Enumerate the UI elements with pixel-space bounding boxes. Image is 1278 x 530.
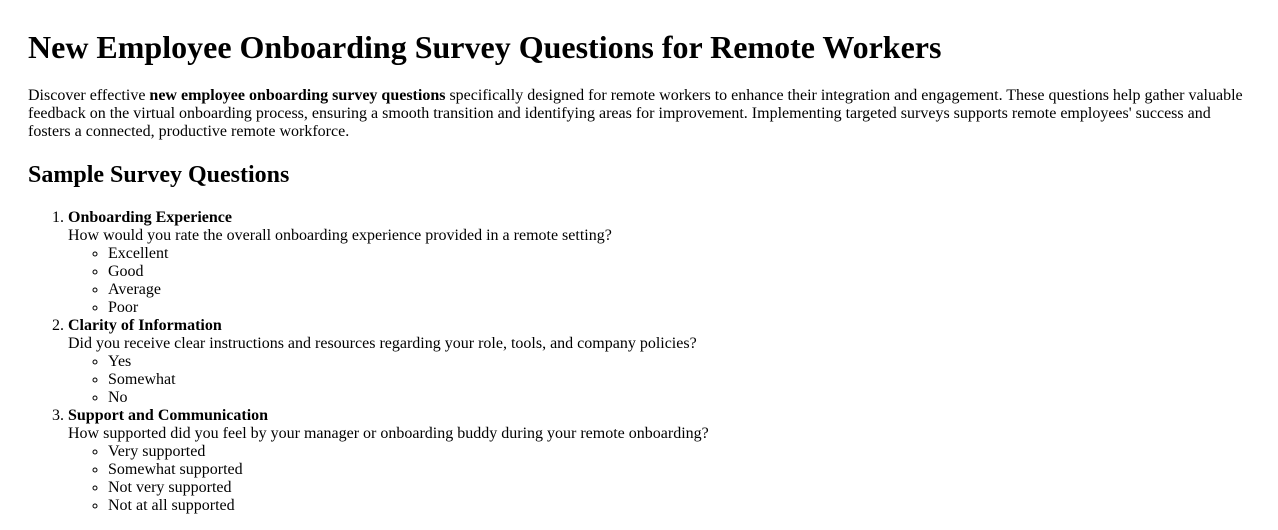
intro-paragraph [28, 87, 1250, 141]
intro-text-after: specifically designed for remote workers to enhance their integration and engagement. These questions help gather valuable feedback on the virtual onboarding process, ensuring a smooth transition and identifying areas for improvement. Implementing targeted surveys supports remote employees' success and fosters a connected, productive remote workforce. [28, 87, 1243, 140]
question-text: How supported did you feel by your manager or onboarding buddy during your remote onboarding? [68, 425, 709, 442]
option-item: ◦ Very supported [108, 443, 1250, 461]
option-list [68, 353, 1250, 407]
option-item: ◦ No [108, 389, 1250, 407]
question-item [68, 209, 1250, 317]
option-item: ◦ Excellent [108, 245, 1250, 263]
page [0, 29, 1278, 515]
question-title: 1. Onboarding Experience [68, 209, 233, 226]
question-text: How would you rate the overall onboarding experience provided in a remote setting? [68, 227, 612, 244]
option-list [68, 443, 1250, 515]
question-title: 2. Clarity of Information [68, 317, 222, 334]
section-heading: Sample Survey Questions [28, 162, 290, 188]
option-item: ◦ Not very supported [108, 479, 1250, 497]
intro-text-bold: new employee onboarding survey questions [149, 87, 446, 104]
option-item: ◦ Good [108, 263, 1250, 281]
intro-text-before: Discover effective [28, 87, 150, 104]
question-title: 3. Support and Communication [68, 407, 269, 424]
page-title: New Employee Onboarding Survey Questions for Remote Workers [28, 29, 942, 65]
question-item [68, 407, 1250, 515]
option-item: ◦ Somewhat [108, 371, 1250, 389]
option-item: ◦ Average [108, 281, 1250, 299]
question-text: Did you receive clear instructions and resources regarding your role, tools, and company policies? [68, 335, 697, 352]
option-list [68, 245, 1250, 317]
option-item: ◦ Somewhat supported [108, 461, 1250, 479]
option-item: ◦ Not at all supported [108, 497, 1250, 515]
question-item [68, 317, 1250, 407]
option-item: ◦ Yes [108, 353, 1250, 371]
question-list [28, 209, 1250, 515]
option-item: ◦ Poor [108, 299, 1250, 317]
